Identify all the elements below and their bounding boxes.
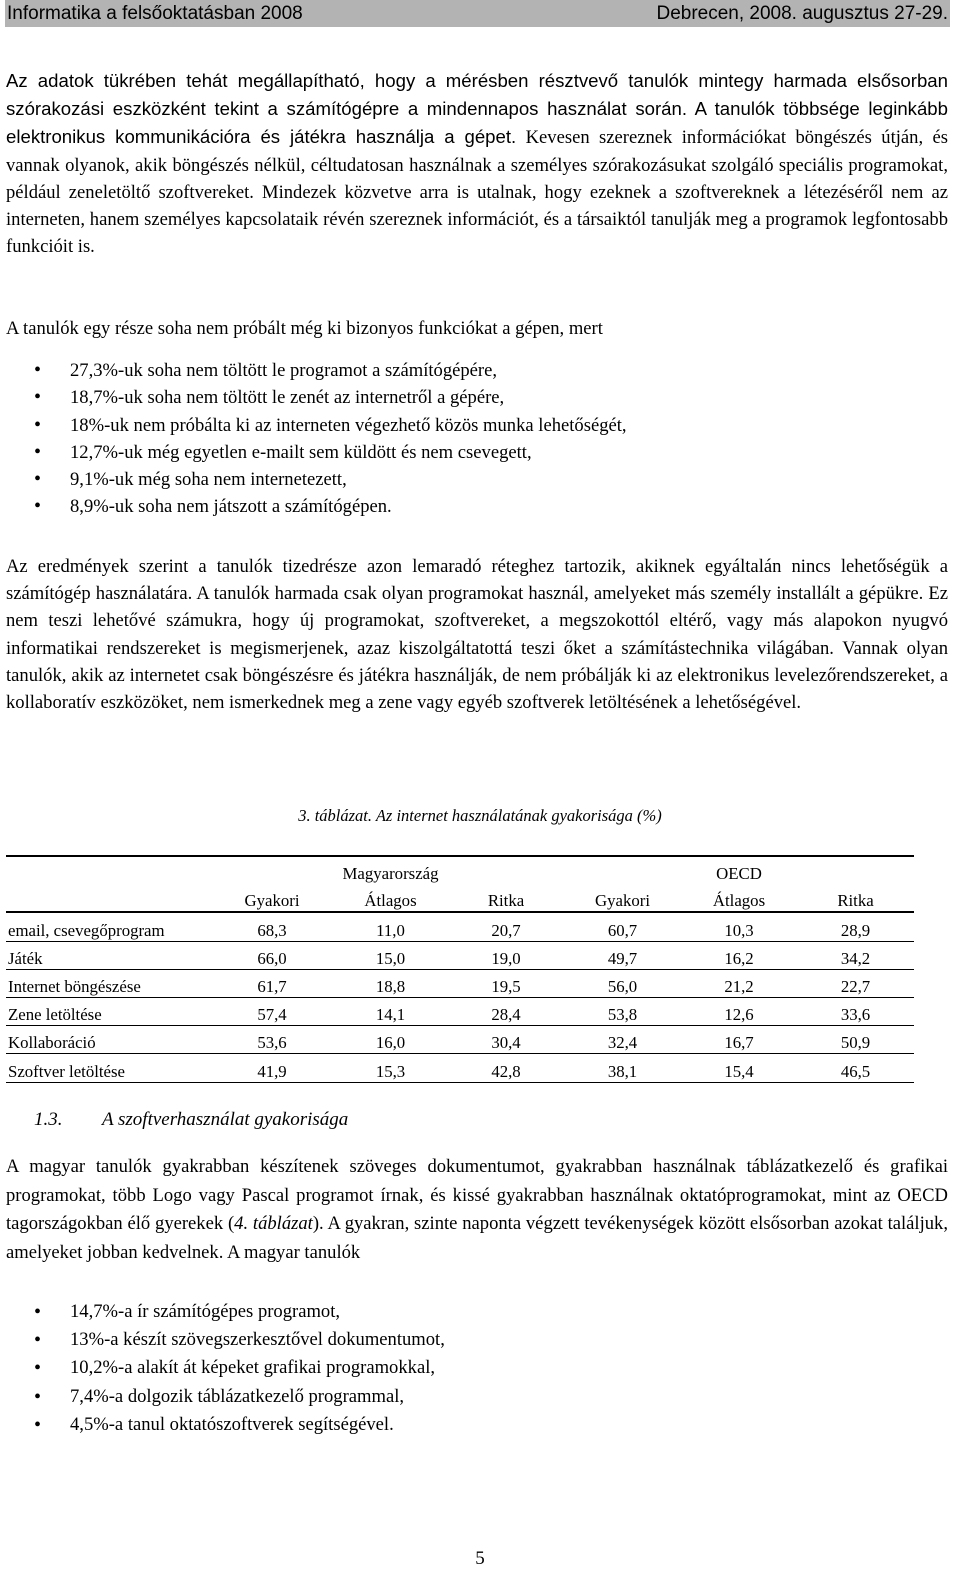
paragraph-intro-list: A tanulók egy része soha nem próbált még ki bizonyos funkciókat a gépen, mert [6, 318, 603, 339]
table-cell: 34,2 [797, 941, 914, 969]
table-caption-label: 3. táblázat. [298, 806, 372, 825]
table-row [6, 1026, 914, 1054]
table-cell: 22,7 [797, 969, 914, 997]
list-item: • 18,7%-uk soha nem töltött le zenét az internetről a gépére, [6, 384, 948, 411]
table-cell: 60,7 [564, 912, 681, 941]
table-cell: 18,8 [333, 969, 448, 997]
table-cell: 57,4 [211, 997, 333, 1025]
table-group-header [6, 856, 914, 884]
table-row [6, 941, 914, 969]
table-row [6, 969, 914, 997]
table-cell: 32,4 [564, 1026, 681, 1054]
table-cell: 21,2 [681, 969, 797, 997]
header-conference-title: Informatika a felsőoktatásban 2008 [7, 2, 303, 24]
bullet-list-software-activities [6, 1298, 948, 1439]
row-label: Szoftver letöltése [6, 1054, 211, 1082]
table-cell: 66,0 [211, 941, 333, 969]
paragraph-software-usage-start: A magyar tanulók gyakrabban készítenek szöveges dokumentumot, gyakrabban használnak táblázatkezelő és grafikai programokat, több Logo vagy Pascal programot írnak, és kissé gyakrabban használnak oktatóprogramokat, mint az OECD tagországokban élő gyerekek ( [6, 1156, 948, 1234]
table-caption [0, 806, 960, 826]
paragraph-results: Az eredmények szerint a tanulók tizedrésze azon lemaradó réteghez tartozik, akiknek egyáltalán nincs lehetőségük a számítógép használatára. A tanulók harmada csak olyan programokat használ, amelyeket más személy installált a gépükre. Ez nem teszi lehetővé számukra, hogy új programokat, szoftvereket, a megszokottól eltérő, vagy más alapokon nyugvó informatikai rendszereket is megismerjenek, azaz kiszolgáltatottá teszi őket a számítástechnika világában. Vannak olyan tanulók, akik az internetet csak böngészésre és játékra használják, de nem próbálják ki az elektronikus levelezőrendszereket, a kollaboratív eszközöket, nem ismerkednek meg a zene vagy egyéb szoftverek letöltésének a lehetőségével. [6, 556, 948, 714]
paragraph-conclusions [6, 67, 948, 260]
list-item: • 4,5%-a tanul oktatószoftverek segítségével. [6, 1411, 948, 1439]
table-cell: 19,0 [448, 941, 564, 969]
table-reference: 4. táblázat [234, 1213, 313, 1234]
paragraph-software-usage-end: ). A gyakran, szinte naponta végzett tevékenységek között elsősorban azokat találjuk, amelyeket jobban kedvelnek. A magyar tanulók [6, 1213, 948, 1263]
list-item: • 27,3%-uk soha nem töltött le programot a számítógépére, [6, 357, 948, 384]
table-cell: 56,0 [564, 969, 681, 997]
table-cell: 16,2 [681, 941, 797, 969]
paragraph-conclusions-sans: Az adatok tükrében tehát megállapítható, hogy a mérésben résztvevő tanulók mintegy harmada elsősorban szórakozási eszközként tekint a számítógépre a mindennapos használat során. A tanulók többsége leginkább elektronikus kommunikációra és játékra használja a gépet. [6, 70, 948, 148]
row-label: Kollaboráció [6, 1026, 211, 1054]
header-location-date: Debrecen, 2008. augusztus 27-29. [656, 2, 948, 24]
table-cell: 61,7 [211, 969, 333, 997]
table-cell: 20,7 [448, 912, 564, 941]
table-cell: 46,5 [797, 1054, 914, 1082]
row-label: Játék [6, 941, 211, 969]
table-cell: 15,3 [333, 1054, 448, 1082]
table-cell: 28,9 [797, 912, 914, 941]
paragraph-conclusions-serif: Kevesen szereznek információkat böngészés útján, és vannak olyanok, akik böngészés nélkül, céltudatosan használnak a személyes szórakozásukat szolgáló speciális programokat, például zeneletöltő szoftvereket. [6, 127, 948, 203]
list-item: • 9,1%-uk még soha nem internetezett, [6, 466, 948, 493]
list-item: • 14,7%-a ír számítógépes programot, [6, 1298, 948, 1326]
bullet-list-untried-functions [6, 357, 948, 521]
table-row [6, 1054, 914, 1082]
table-cell: 53,8 [564, 997, 681, 1025]
group-header-hungary: Magyarország [333, 856, 448, 884]
table-cell: 38,1 [564, 1054, 681, 1082]
list-item: • 7,4%-a dolgozik táblázatkezelő programmal, [6, 1383, 948, 1411]
row-label: Zene letöltése [6, 997, 211, 1025]
table-row [6, 997, 914, 1025]
column-header: Átlagos [681, 884, 797, 912]
section-heading [34, 1109, 348, 1131]
column-header: Átlagos [333, 884, 448, 912]
table-cell: 41,9 [211, 1054, 333, 1082]
column-header: Gyakori [211, 884, 333, 912]
row-label: email, csevegőprogram [6, 912, 211, 941]
page-number: 5 [475, 1548, 485, 1569]
table-cell: 11,0 [333, 912, 448, 941]
table-cell: 16,7 [681, 1026, 797, 1054]
table-cell: 19,5 [448, 969, 564, 997]
running-header [5, 0, 950, 27]
table-cell: 12,6 [681, 997, 797, 1025]
list-item: • 18%-uk nem próbálta ki az interneten végezhető közös munka lehetőségét, [6, 412, 948, 439]
list-item: • 13%-a készít szövegszerkesztővel dokumentumot, [6, 1326, 948, 1354]
table-cell: 42,8 [448, 1054, 564, 1082]
table-cell: 28,4 [448, 997, 564, 1025]
table-cell: 14,1 [333, 997, 448, 1025]
column-header: Gyakori [564, 884, 681, 912]
section-number: 1.3. [34, 1109, 63, 1130]
table-cell: 49,7 [564, 941, 681, 969]
row-label: Internet böngészése [6, 969, 211, 997]
list-item: • 10,2%-a alakít át képeket grafikai programokkal, [6, 1354, 948, 1382]
table-cell: 50,9 [797, 1026, 914, 1054]
table-cell: 15,4 [681, 1054, 797, 1082]
section-title: A szoftverhasználat gyakorisága [102, 1109, 349, 1130]
paragraph-software-usage [6, 1153, 948, 1267]
table-row [6, 912, 914, 941]
table-cell: 68,3 [211, 912, 333, 941]
group-header-oecd: OECD [681, 856, 797, 884]
table-cell: 30,4 [448, 1026, 564, 1054]
list-item: • 8,9%-uk soha nem játszott a számítógépen. [6, 493, 948, 520]
table-cell: 53,6 [211, 1026, 333, 1054]
column-header: Ritka [448, 884, 564, 912]
internet-usage-table [6, 855, 914, 1083]
column-header: Ritka [797, 884, 914, 912]
paragraph-conclusions-rest: Mindezek közvetve arra is utalnak, hogy ezeknek a szoftvereknek a létezéséről nem az interneten, hanem személyes kapcsolataik révén szereznek információt, és a társaiktól tanulják meg a programok legfontosabb funkcióit is. [6, 181, 948, 258]
table-cell: 15,0 [333, 941, 448, 969]
table-column-header [6, 884, 914, 912]
table-cell: 10,3 [681, 912, 797, 941]
table-cell: 16,0 [333, 1026, 448, 1054]
list-item: • 12,7%-uk még egyetlen e-mailt sem küldött és nem csevegett, [6, 439, 948, 466]
table-caption-title: Az internet használatának gyakorisága (%) [375, 806, 662, 825]
table-cell: 33,6 [797, 997, 914, 1025]
